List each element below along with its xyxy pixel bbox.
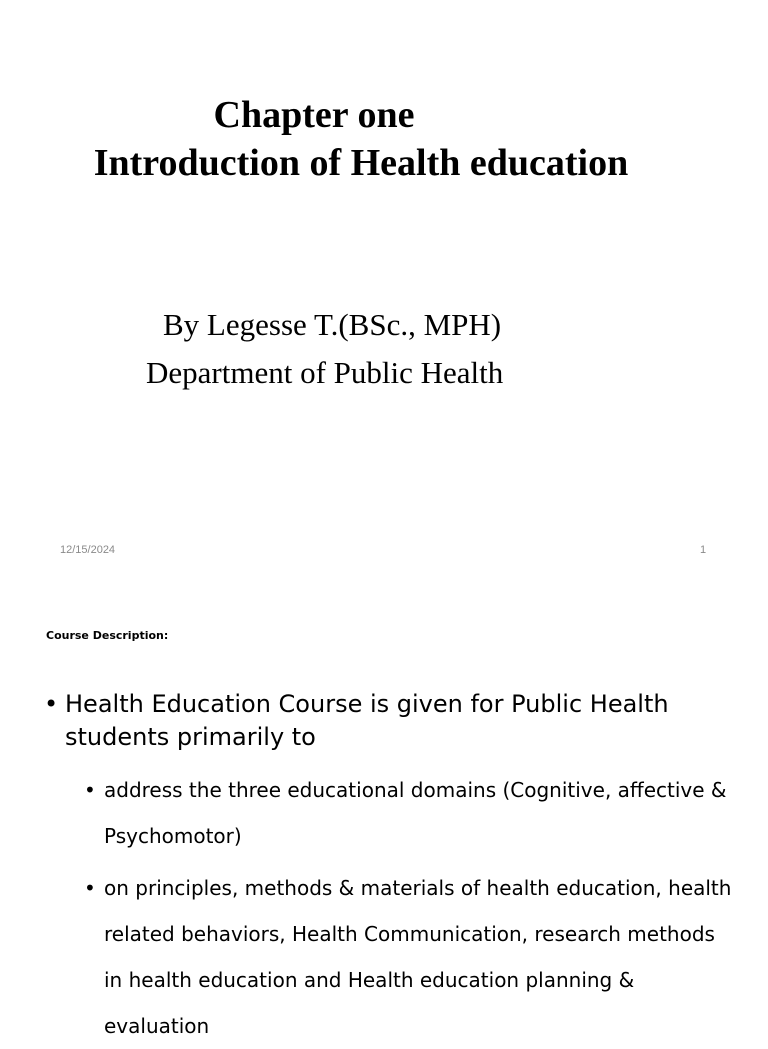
sub-bullet-text: on principles, methods & materials of health education, health related behaviors, Health Communication, research methods in health education and Health education planning & evaluation — [104, 876, 732, 1038]
main-bullet-text: Health Education Course is given for Public Health students primarily to — [65, 690, 669, 751]
department-line: Department of Public Health — [146, 355, 504, 390]
chapter-subtitle: Introduction of Health education — [93, 142, 629, 184]
course-description-slide — [0, 576, 768, 1038]
author-line: By Legesse T.(BSc., MPH) — [163, 307, 502, 342]
sub-bullet — [84, 865, 734, 1049]
slide-number: 1 — [700, 544, 707, 556]
bullet-marker: • — [44, 690, 59, 718]
main-bullet — [44, 688, 724, 754]
section-label: Course Description: — [46, 629, 169, 642]
slide-date: 12/15/2024 — [60, 544, 116, 556]
chapter-title: Chapter one — [213, 94, 415, 136]
sub-bullet-text: address the three educational domains (Cognitive, affective & Psychomotor) — [104, 778, 727, 848]
bullet-marker: • — [84, 778, 96, 802]
sub-bullet — [84, 767, 734, 859]
bullet-marker: • — [84, 876, 96, 900]
